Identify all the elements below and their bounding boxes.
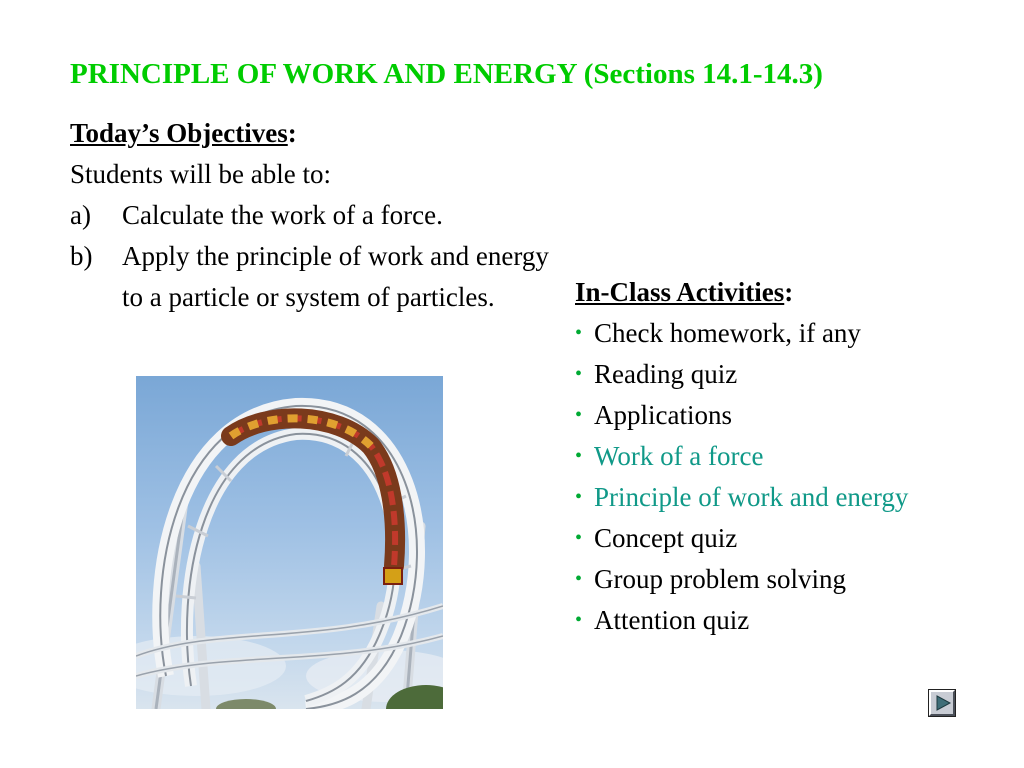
activities-list [575, 313, 975, 641]
activity-text: Check homework, if any [594, 318, 861, 348]
activity-text: Reading quiz [594, 359, 738, 389]
objective-item [70, 236, 550, 318]
bullet-icon: • [575, 445, 583, 467]
bullet-icon: • [575, 404, 583, 426]
objectives-section [70, 113, 550, 318]
bullet-icon: • [575, 486, 583, 508]
activity-text: Applications [594, 400, 732, 430]
objective-marker: b) [70, 241, 93, 271]
activities-heading-text: In-Class Activities [575, 277, 785, 307]
activity-item [575, 477, 975, 518]
objective-marker: a) [70, 200, 91, 230]
activity-text: Concept quiz [594, 523, 738, 553]
activities-heading-colon: : [784, 277, 794, 307]
activity-text: Work of a force [594, 441, 764, 471]
activity-text: Attention quiz [594, 605, 750, 635]
activity-item [575, 518, 975, 559]
objectives-heading [70, 113, 550, 154]
objectives-heading-text: Today’s Objectives [70, 118, 288, 148]
objectives-heading-colon: : [287, 118, 297, 148]
roller-coaster-photo [136, 376, 443, 709]
objectives-intro: Students will be able to: [70, 159, 331, 189]
activity-item [575, 395, 975, 436]
bullet-icon: • [575, 322, 583, 344]
play-arrow-icon [934, 694, 952, 712]
page-title: PRINCIPLE OF WORK AND ENERGY (Sections 14.1-14.3) [70, 58, 823, 90]
activity-item [575, 313, 975, 354]
bullet-icon: • [575, 527, 583, 549]
objective-text: Apply the principle of work and energy to a particle or system of particles. [122, 241, 549, 312]
activity-item [575, 354, 975, 395]
activities-section [575, 272, 975, 641]
objectives-list [70, 195, 550, 318]
bullet-icon: • [575, 363, 583, 385]
objective-item [70, 195, 550, 236]
roller-coaster-loop-illustration [136, 376, 443, 709]
next-slide-button[interactable] [929, 690, 955, 716]
activity-item [575, 600, 975, 641]
bullet-icon: • [575, 609, 583, 631]
activity-text: Group problem solving [594, 564, 846, 594]
activity-text: Principle of work and energy [594, 482, 909, 512]
bullet-icon: • [575, 568, 583, 590]
activity-item [575, 559, 975, 600]
objective-text: Calculate the work of a force. [122, 200, 443, 230]
activities-heading [575, 272, 975, 313]
activity-item [575, 436, 975, 477]
